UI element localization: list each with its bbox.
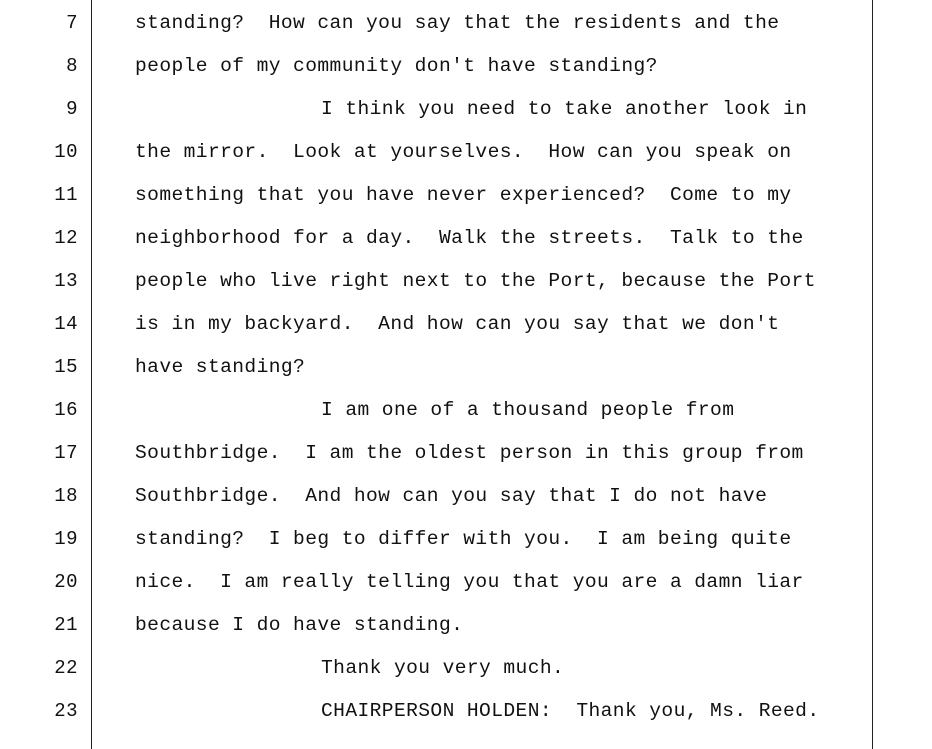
line-text: CHAIRPERSON HOLDEN: Thank you, Ms. Reed.: [321, 700, 820, 722]
transcript-line: [0, 690, 932, 733]
line-number: 8: [66, 55, 78, 77]
transcript-line: [0, 561, 932, 604]
line-text: Southbridge. I am the oldest person in this group from: [135, 442, 804, 464]
line-number: 18: [54, 485, 78, 507]
line-text: standing? How can you say that the residents and the: [135, 12, 780, 34]
line-text: Southbridge. And how can you say that I do not have: [135, 485, 768, 507]
transcript-line: [0, 303, 932, 346]
transcript-line: [0, 604, 932, 647]
line-number: 7: [66, 12, 78, 34]
line-number: 15: [54, 356, 78, 378]
transcript-line: [0, 88, 932, 131]
line-number: 20: [54, 571, 78, 593]
line-text: the mirror. Look at yourselves. How can you speak on: [135, 141, 792, 163]
line-text: something that you have never experienced? Come to my: [135, 184, 792, 206]
line-text: neighborhood for a day. Walk the streets. Talk to the: [135, 227, 804, 249]
line-text: people of my community don't have standing?: [135, 55, 658, 77]
transcript-line: [0, 475, 932, 518]
transcript-line: [0, 647, 932, 690]
line-text: nice. I am really telling you that you are a damn liar: [135, 571, 804, 593]
line-text: Thank you very much.: [321, 657, 565, 679]
transcript-line: [0, 260, 932, 303]
line-text: people who live right next to the Port, because the Port: [135, 270, 816, 292]
line-number: 10: [54, 141, 78, 163]
transcript-line: [0, 131, 932, 174]
line-text: is in my backyard. And how can you say that we don't: [135, 313, 780, 335]
line-text: I think you need to take another look in: [321, 98, 808, 120]
transcript-line: [0, 346, 932, 389]
line-number: 9: [66, 98, 78, 120]
line-number: 19: [54, 528, 78, 550]
line-number: 11: [54, 184, 78, 206]
line-number: 16: [54, 399, 78, 421]
line-number: 23: [54, 700, 78, 722]
transcript-line: [0, 389, 932, 432]
transcript-line: [0, 2, 932, 45]
line-number: 17: [54, 442, 78, 464]
line-number: 21: [54, 614, 78, 636]
line-number: 22: [54, 657, 78, 679]
line-number: 14: [54, 313, 78, 335]
transcript-line: [0, 217, 932, 260]
line-text: I am one of a thousand people from: [321, 399, 735, 421]
line-text: standing? I beg to differ with you. I am being quite: [135, 528, 792, 550]
transcript-lines: [0, 2, 932, 733]
transcript-line: [0, 432, 932, 475]
line-text: have standing?: [135, 356, 306, 378]
line-number: 13: [54, 270, 78, 292]
line-number: 12: [54, 227, 78, 249]
transcript-line: [0, 45, 932, 88]
transcript-line: [0, 518, 932, 561]
transcript-line: [0, 174, 932, 217]
line-text: because I do have standing.: [135, 614, 464, 636]
